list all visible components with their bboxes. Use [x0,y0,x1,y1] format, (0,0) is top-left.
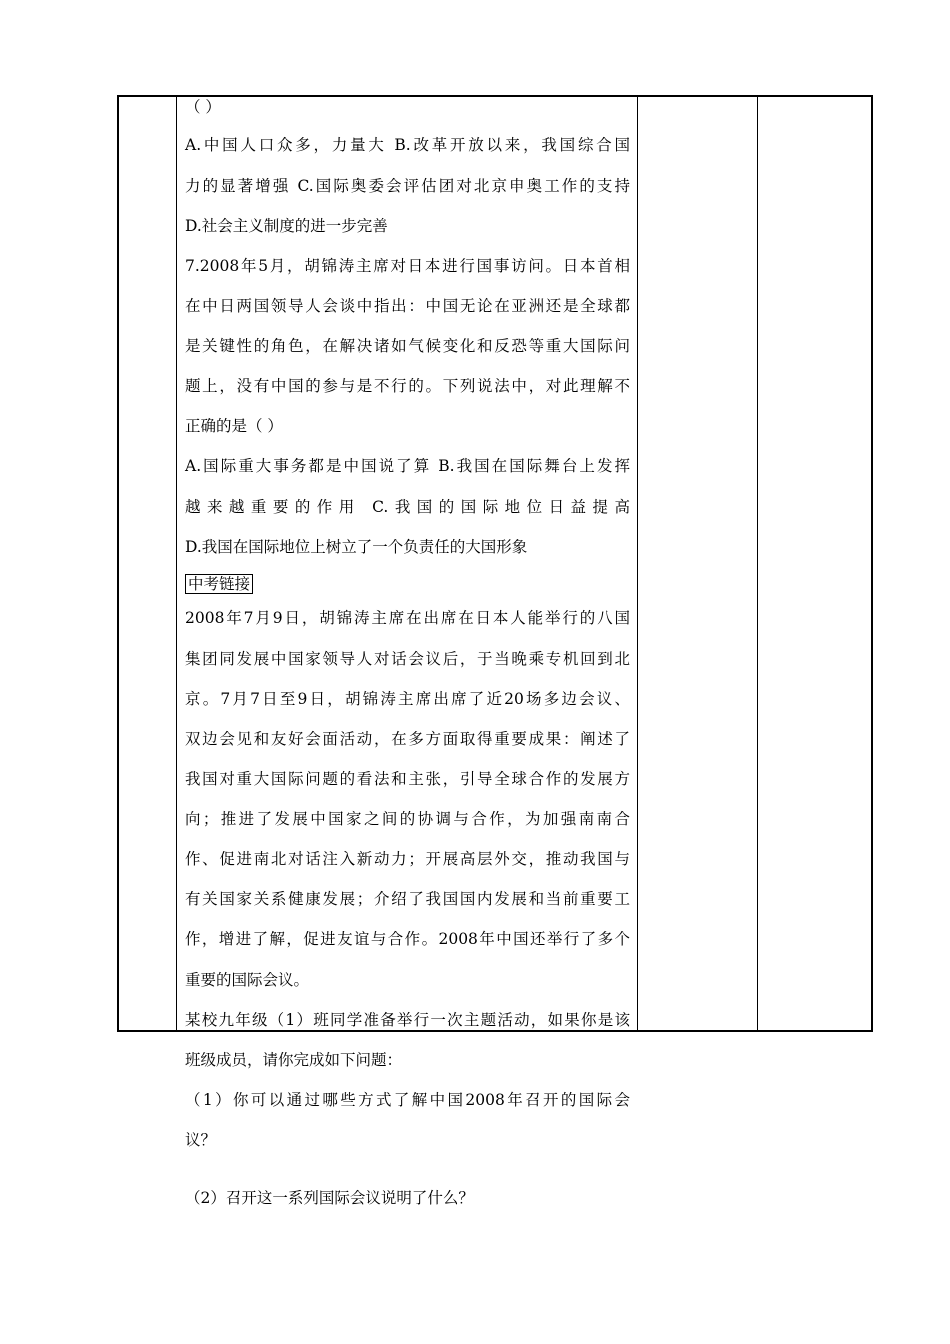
option-line: 力的显著增强 C.国际奥委会评估团对北京申奥工作的支持 [185,177,630,195]
sub-question: （2）召开这一系列国际会议说明了什么？ [185,1189,474,1207]
column-divider [637,97,638,1030]
sub-question: （1）你可以通过哪些方式了解中国2008年召开的国际会 [185,1091,630,1109]
question-text: 是关键性的角色，在解决诸如气候变化和反恐等重大国际问 [185,337,630,355]
answer-blank: （ ） [185,98,221,116]
task-text: 某校九年级（1）班同学准备举行一次主题活动，如果你是该 [185,1011,630,1029]
passage-text: 集团同发展中国家领导人对话会议后，于当晚乘专机回到北 [185,650,630,668]
passage-text: 作，增进了解，促进友谊与合作。2008年中国还举行了多个 [185,930,630,948]
section-heading [185,573,630,595]
passage-text: 双边会见和友好会面活动，在多方面取得重要成果：阐述了 [185,730,630,748]
question-text: 题上，没有中国的参与是不行的。下列说法中，对此理解不 [185,377,630,395]
passage-text: 2008年7月9日，胡锦涛主席在出席在日本人能举行的八国 [185,609,630,627]
question-text: 7.2008年5月，胡锦涛主席对日本进行国事访问。日本首相 [185,257,630,275]
sub-question: 议？ [185,1131,217,1149]
passage-text: 重要的国际会议。 [185,971,310,989]
passage-text: 作、促进南北对话注入新动力；开展高层外交，推动我国与 [185,850,630,868]
option-line: A.国际重大事务都是中国说了算 B.我国在国际舞台上发挥 [185,457,630,475]
passage-text: 有关国家关系健康发展；介绍了我国国内发展和当前重要工 [185,890,630,908]
passage-text: 京。7月7日至9日，胡锦涛主席出席了近20场多边会议、 [185,690,630,708]
passage-text: 向；推进了发展中国家之间的协调与合作，为加强南南合 [185,810,630,828]
section-heading-label: 中考链接 [185,574,253,594]
question-text: 在中日两国领导人会谈中指出：中国无论在亚洲还是全球都 [185,297,630,315]
option-line: A.中国人口众多，力量大 B.改革开放以来，我国综合国 [185,136,630,154]
passage-text: 我国对重大国际问题的看法和主张，引导全球合作的发展方 [185,770,630,788]
column-divider [176,97,177,1030]
task-text: 班级成员，请你完成如下问题： [185,1051,403,1069]
option-line: 越来越重要的作用 C.我国的国际地位日益提高 [185,498,630,516]
option-line: D.社会主义制度的进一步完善 [185,217,388,235]
question-text: 正确的是（ ） [185,417,283,435]
option-line: D.我国在国际地位上树立了一个负责任的大国形象 [185,538,528,556]
column-divider [757,97,758,1030]
